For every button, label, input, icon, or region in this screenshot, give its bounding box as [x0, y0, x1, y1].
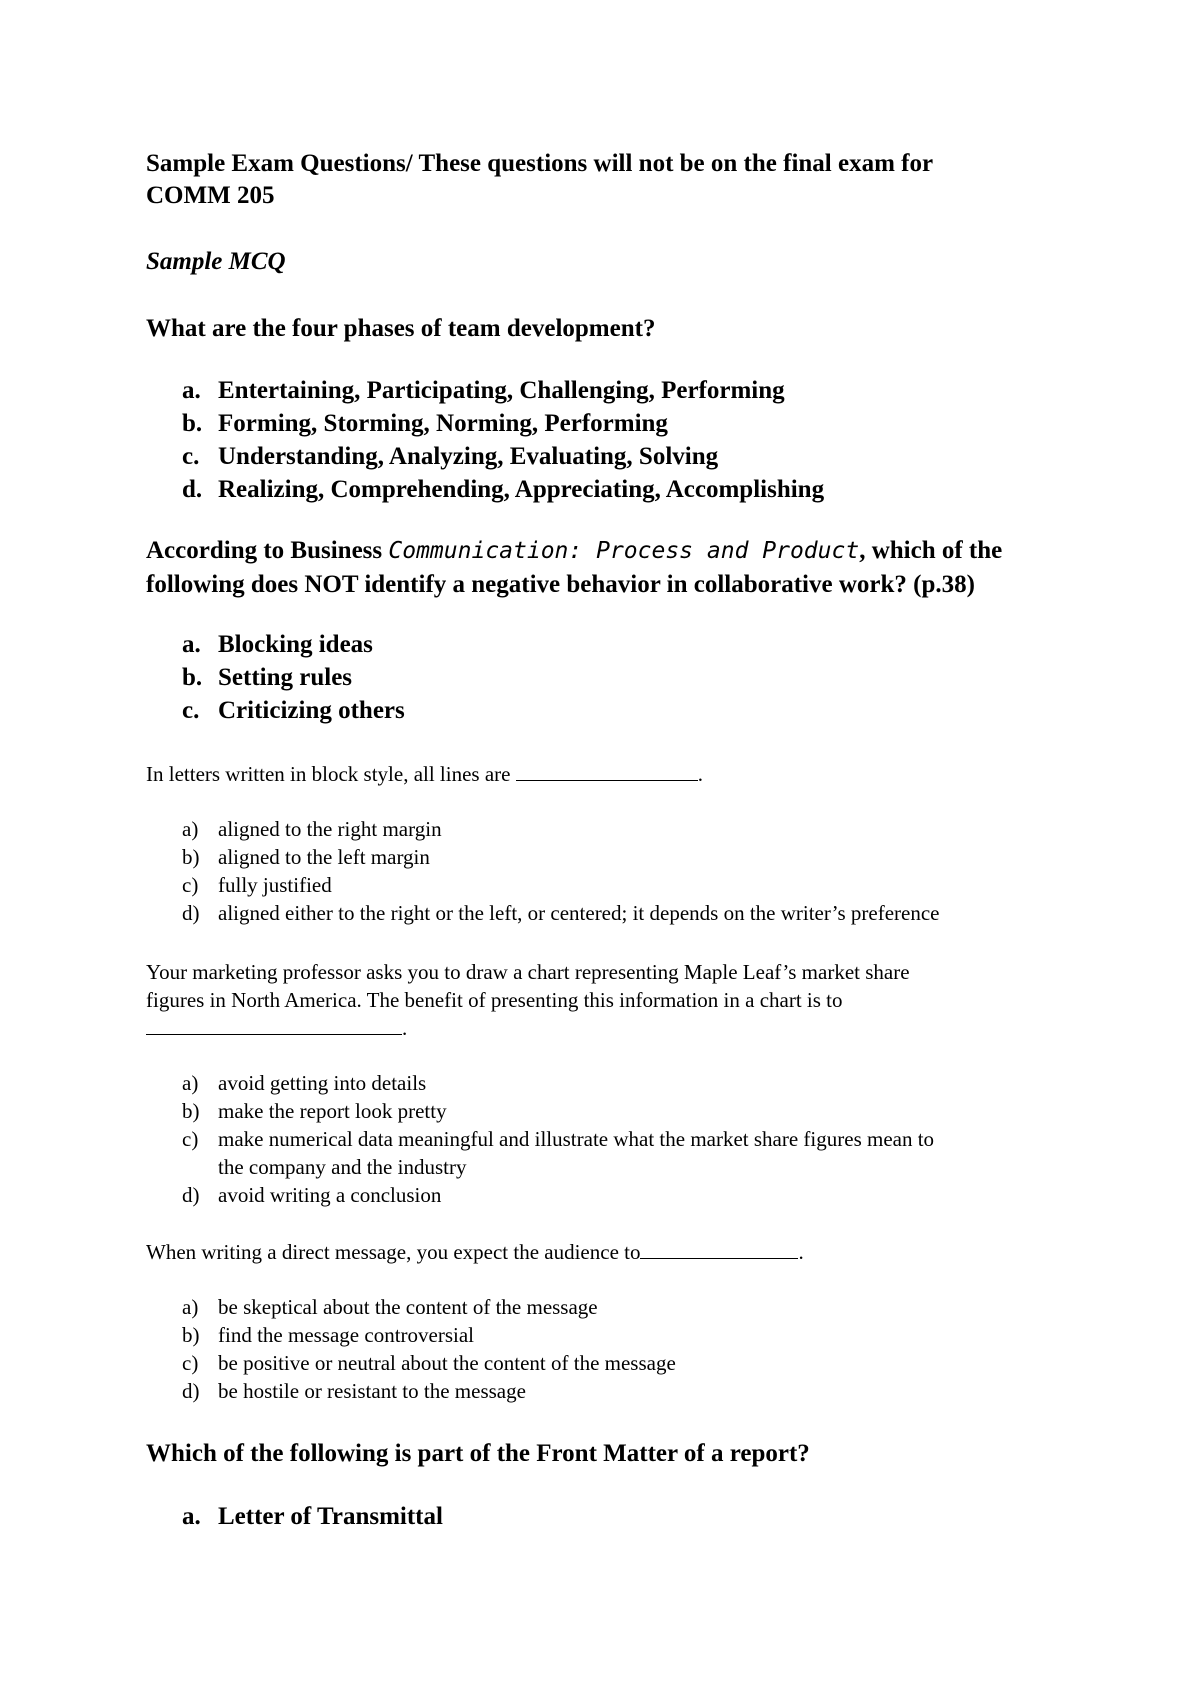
option-marker: a.	[182, 1503, 201, 1530]
question-2-options	[0, 628, 405, 727]
option-text: make the report look pretty	[218, 1099, 447, 1123]
question-4-text	[146, 958, 910, 1042]
option-text: aligned either to the right or the left, or centered; it depends on the writer’s preference	[218, 901, 940, 925]
question-4-line-1: Your marketing professor asks you to draw a chart representing Maple Leaf’s market share	[146, 960, 910, 984]
option-marker: c)	[182, 873, 199, 897]
question-2-book-title: Communication: Process and Product	[388, 538, 860, 564]
option-item	[0, 1500, 443, 1533]
question-5-options	[0, 1293, 676, 1405]
option-text: find the message controversial	[218, 1323, 474, 1347]
question-4-line-2: figures in North America. The benefit of presenting this information in a chart is to	[146, 988, 843, 1012]
option-item	[0, 1293, 676, 1321]
question-2-text	[146, 534, 1002, 601]
option-item	[0, 1181, 934, 1209]
option-item	[0, 440, 824, 473]
question-2-pre: According to Business	[146, 537, 389, 564]
option-item	[0, 1097, 934, 1125]
option-text: Criticizing others	[218, 697, 405, 724]
answer-blank	[640, 1238, 798, 1259]
option-item	[0, 1321, 676, 1349]
option-text: Realizing, Comprehending, Appreciating, Accomplishing	[218, 476, 825, 503]
question-6-options	[0, 1500, 443, 1533]
option-text: aligned to the left margin	[218, 845, 430, 869]
option-marker: b.	[182, 664, 203, 691]
option-item	[0, 374, 824, 407]
option-item	[0, 1377, 676, 1405]
option-text: Understanding, Analyzing, Evaluating, Solving	[218, 443, 719, 470]
option-marker: a)	[182, 1071, 199, 1095]
option-text: Forming, Storming, Norming, Performing	[218, 410, 668, 437]
option-item	[0, 899, 940, 927]
option-text: make numerical data meaningful and illustrate what the market share figures mean to	[218, 1127, 935, 1151]
option-item	[0, 661, 405, 694]
option-marker: d)	[182, 1183, 200, 1207]
option-text: avoid writing a conclusion	[218, 1183, 442, 1207]
option-text: Blocking ideas	[218, 631, 373, 658]
option-text: Letter of Transmittal	[218, 1503, 443, 1530]
question-2-post: , which of the	[859, 537, 1003, 564]
option-marker: c.	[182, 697, 200, 724]
option-marker: b)	[182, 845, 200, 869]
option-marker: a.	[182, 377, 201, 404]
option-text-continued: the company and the industry	[218, 1155, 467, 1179]
question-4-options	[0, 1069, 934, 1209]
option-marker: d)	[182, 901, 200, 925]
option-item	[0, 871, 940, 899]
option-text: Setting rules	[218, 664, 353, 691]
question-1-options	[0, 374, 824, 506]
page-title	[146, 148, 933, 212]
option-item	[0, 407, 824, 440]
option-item	[0, 815, 940, 843]
option-marker: c)	[182, 1127, 199, 1151]
option-marker: c)	[182, 1351, 199, 1375]
title-line-1: Sample Exam Questions/ These questions will not be on the final exam for	[146, 150, 934, 177]
question-3-text	[146, 760, 703, 788]
question-3-stem: In letters written in block style, all lines are	[146, 762, 511, 786]
option-item	[0, 1349, 676, 1377]
question-4-end: .	[402, 1016, 408, 1040]
option-text: be hostile or resistant to the message	[218, 1379, 526, 1403]
option-text: be positive or neutral about the content of the message	[218, 1351, 676, 1375]
answer-blank	[516, 760, 698, 781]
answer-blank	[146, 1014, 402, 1035]
option-marker: b)	[182, 1323, 200, 1347]
question-3-end: .	[697, 762, 703, 786]
question-1-text: What are the four phases of team development?	[146, 315, 656, 342]
option-marker: a)	[182, 1295, 199, 1319]
question-2-line-2: following does NOT identify a negative behavior in collaborative work? (p.38)	[146, 571, 975, 598]
question-6-text: Which of the following is part of the Front Matter of a report?	[146, 1440, 810, 1467]
option-marker: b)	[182, 1099, 200, 1123]
question-3-options	[0, 815, 940, 927]
option-marker: c.	[182, 443, 200, 470]
option-text: be skeptical about the content of the message	[218, 1295, 598, 1319]
title-line-2: COMM 205	[146, 182, 275, 209]
question-5-text	[146, 1238, 804, 1266]
option-text: Entertaining, Participating, Challenging, Performing	[218, 377, 785, 404]
question-5-end: .	[798, 1240, 804, 1264]
option-marker: b.	[182, 410, 203, 437]
option-item	[0, 473, 824, 506]
option-item	[0, 694, 405, 727]
option-text: avoid getting into details	[218, 1071, 427, 1095]
option-marker: d.	[182, 476, 203, 503]
option-item	[0, 843, 940, 871]
option-item	[0, 1069, 934, 1097]
option-text: aligned to the right margin	[218, 817, 442, 841]
option-marker: a)	[182, 817, 199, 841]
option-item	[0, 628, 405, 661]
option-marker: d)	[182, 1379, 200, 1403]
option-marker: a.	[182, 631, 201, 658]
section-subtitle: Sample MCQ	[146, 248, 286, 275]
question-5-stem: When writing a direct message, you expect the audience to	[146, 1240, 641, 1264]
option-text: fully justified	[218, 873, 332, 897]
option-item	[0, 1125, 934, 1181]
